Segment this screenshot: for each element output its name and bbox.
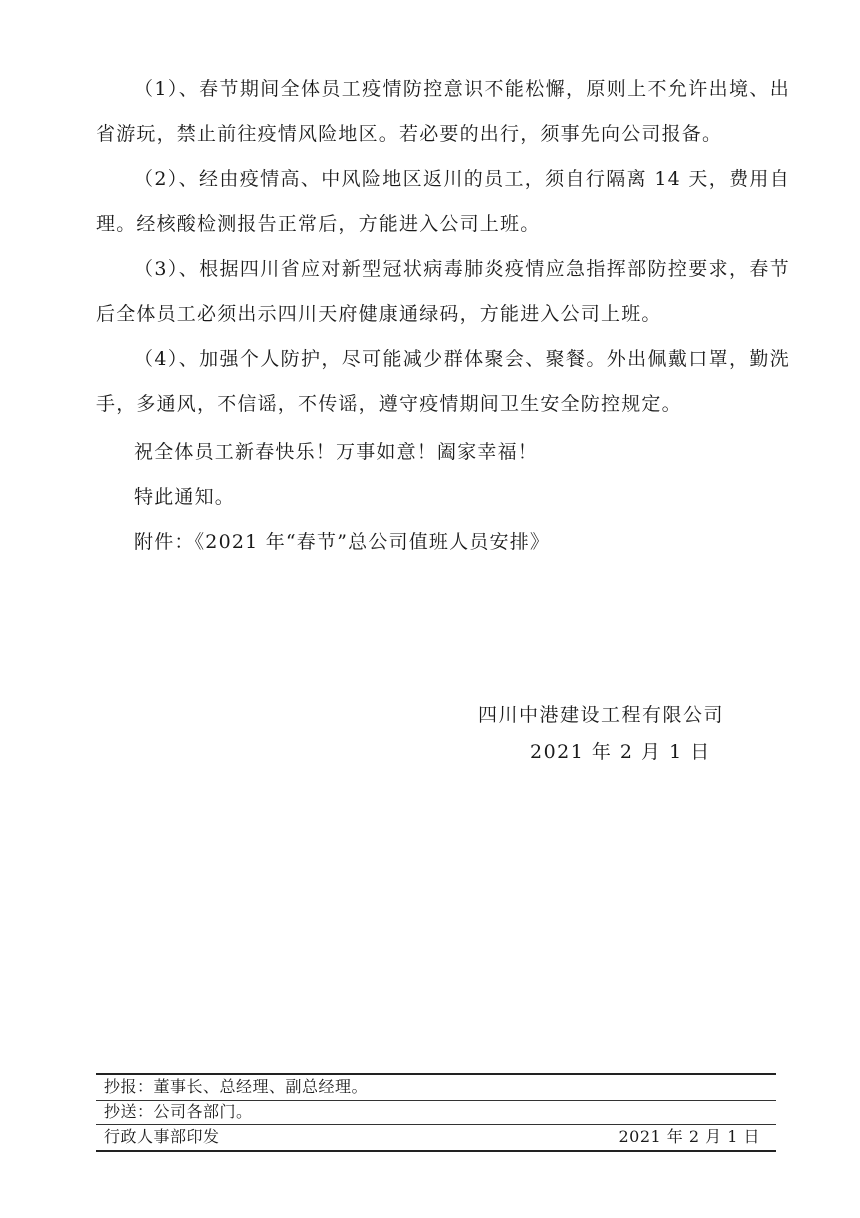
paragraph-item-1: （1）、春节期间全体员工疫情防控意识不能松懈，原则上不允许出境、出省游玩，禁止前往疫情风险地区。若必要的出行，须事先向公司报备。 — [96, 78, 790, 145]
paragraph-item-4: （4）、加强个人防护，尽可能减少群体聚会、聚餐。外出佩戴口罩，勤洗手，多通风，不信谣，不传谣，遵守疫情期间卫生安全防控规定。 — [96, 348, 790, 415]
attachment-text: 附件：《2021 年“春节”总公司值班人员安排》 — [134, 531, 551, 553]
footer-top-rule — [96, 1073, 776, 1075]
greeting-text: 祝全体员工新春快乐！万事如意！阖家幸福！ — [134, 441, 539, 463]
paragraph-item-3: （3）、根据四川省应对新型冠状病毒肺炎疫情应急指挥部防控要求，春节后全体员工必须出示四川天府健康通绿码，方能进入公司上班。 — [96, 258, 790, 325]
signature-date: 2021 年 2 月 1 日 — [530, 741, 711, 763]
closing-text: 特此通知。 — [134, 486, 236, 508]
footer-cc-send: 抄送：公司各部门。 — [104, 1102, 253, 1121]
footer-bottom-rule — [96, 1150, 776, 1152]
footer-issuer: 行政人事部印发 — [104, 1127, 220, 1146]
signature-company: 四川中港建设工程有限公司 — [478, 704, 725, 726]
footer-cc-report: 抄报：董事长、总经理、副总经理。 — [104, 1077, 369, 1096]
footer-lower-rule — [96, 1124, 776, 1125]
paragraph-item-2: （2）、经由疫情高、中风险地区返川的员工，须自行隔离 14 天，费用自理。经核酸检测报告正常后，方能进入公司上班。 — [96, 168, 790, 235]
footer-issue-date: 2021 年 2 月 1 日 — [618, 1127, 760, 1146]
